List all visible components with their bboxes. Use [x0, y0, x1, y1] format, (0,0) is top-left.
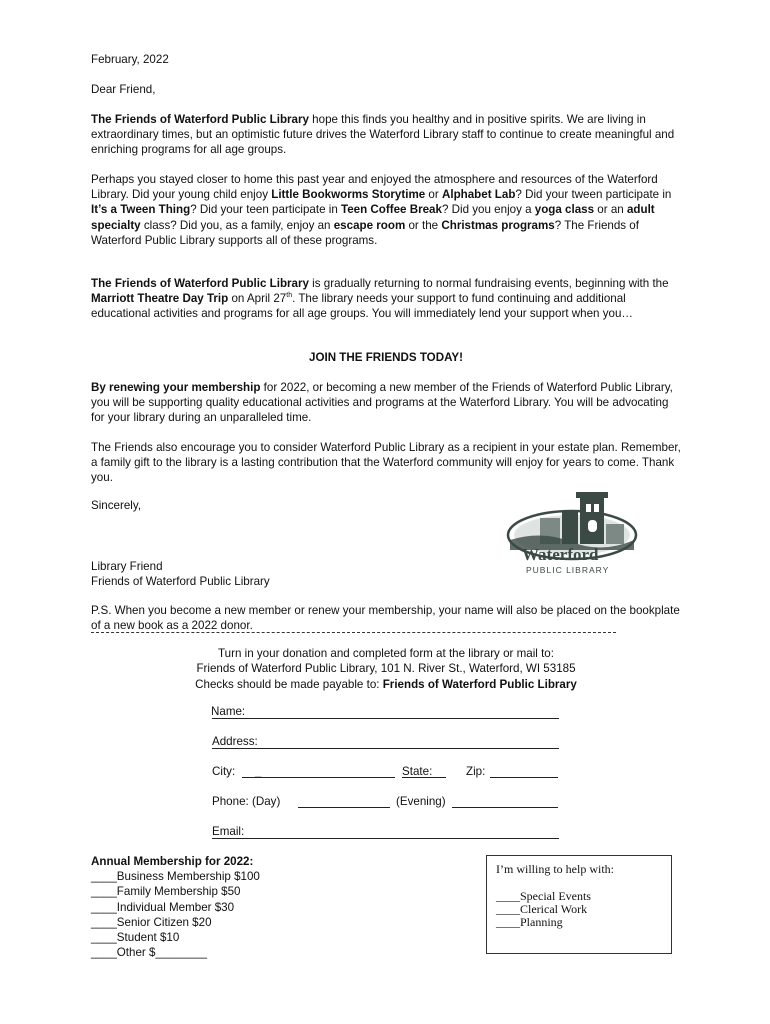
- city-mark: _: [255, 765, 262, 778]
- logo-subtitle: PUBLIC LIBRARY: [526, 565, 610, 575]
- closing: Sincerely,: [91, 499, 142, 512]
- volunteer-box: [486, 855, 672, 954]
- name-field[interactable]: [212, 704, 559, 719]
- mail-payable: Checks should be made payable to: Friends of Waterford Public Library: [195, 678, 577, 691]
- volunteer-option-planning[interactable]: ____Planning: [496, 915, 563, 929]
- paragraph-programs: Perhaps you stayed closer to home this past year and enjoyed the atmosphere and resources of the Waterford Library. Did your young child enjoy Little Bookworms Storytime or Alphabet Lab? Did your tween participate in It’s a Tween Thing? Did your teen participate in Teen Coffee Break? Did you enjoy a yoga class or an adult specialty class? Did you, as a family, enjoy an escape room or the Christmas programs? The Friends of Waterford Public Library supports all of these programs.: [91, 173, 672, 247]
- phone-evening-label: (Evening): [396, 795, 446, 808]
- mail-line-1: Turn in your donation and completed form at the library or mail to:: [218, 647, 554, 660]
- membership-option-business[interactable]: ____Business Membership $100: [91, 870, 260, 884]
- phone-day-label: Phone: (Day): [212, 795, 281, 808]
- org-name: The Friends of Waterford Public Library: [91, 113, 309, 126]
- postscript: P.S. When you become a new member or renew your membership, your name will also be placed on the bookplate of a new book as a 2022 donor.: [91, 604, 680, 633]
- volunteer-option-clerical-work[interactable]: ____Clerical Work: [496, 902, 588, 916]
- email-field[interactable]: [212, 824, 559, 839]
- signature-name: Library Friend: [91, 560, 163, 573]
- state-field[interactable]: [402, 777, 446, 778]
- address-field[interactable]: [212, 734, 559, 749]
- library-logo: [502, 490, 642, 580]
- join-heading: JOIN THE FRIENDS TODAY!: [309, 351, 463, 364]
- membership-option-other[interactable]: ____Other $________: [91, 946, 208, 960]
- cut-line: [91, 632, 616, 633]
- greeting: Dear Friend,: [91, 83, 156, 96]
- name-label: Name:: [211, 705, 246, 718]
- membership-option-student[interactable]: ____Student $10: [91, 931, 180, 945]
- mail-address: Friends of Waterford Public Library, 101 N. River St., Waterford, WI 53185: [196, 662, 576, 675]
- email-label: Email:: [212, 825, 245, 838]
- city-label: City:: [212, 765, 236, 778]
- logo-name: Waterford: [522, 545, 599, 564]
- membership-option-individual[interactable]: ____Individual Member $30: [91, 900, 235, 914]
- state-label: State:: [402, 765, 433, 778]
- membership-option-family[interactable]: ____Family Membership $50: [91, 885, 241, 899]
- membership-heading: Annual Membership for 2022:: [91, 855, 254, 868]
- paragraph-renew: By renewing your membership for 2022, or becoming a new member of the Friends of Waterford Public Library, you will be supporting quality educational activities and programs at the Waterford Library. You will be advocating for your library during an unparalleled time.: [91, 381, 673, 425]
- volunteer-option-special-events[interactable]: ____Special Events: [496, 889, 591, 903]
- signature: [91, 559, 270, 589]
- letter-date: February, 2022: [91, 53, 169, 66]
- paragraph-intro: The Friends of Waterford Public Library hope this finds you healthy and in positive spirits. We are living in extraordinary times, but an optimistic future drives the Waterford Library staff to continue to create meaningful and enriching programs for all age groups.: [91, 113, 675, 157]
- signature-org: Friends of Waterford Public Library: [91, 575, 270, 589]
- membership-option-senior[interactable]: ____Senior Citizen $20: [91, 915, 212, 929]
- paragraph-fundraising: The Friends of Waterford Public Library is gradually returning to normal fundraising events, beginning with the Marriott Theatre Day Trip on April 27th. The library needs your support to fund continuing and additional educational activities and programs for all age groups. You will immediately lend your support when you…: [91, 277, 669, 321]
- phone-day-field[interactable]: [298, 807, 390, 808]
- paragraph-estate: The Friends also encourage you to consider Waterford Public Library as a recipient in your estate plan. Remember, a family gift to the library is a lasting contribution that the Waterford community will enjoy for years to come. Thank you.: [91, 441, 681, 485]
- zip-field[interactable]: [490, 777, 558, 778]
- address-label: Address:: [212, 735, 258, 748]
- phone-row: [212, 794, 559, 808]
- volunteer-title: I’m willing to help with:: [496, 862, 614, 876]
- zip-label: Zip:: [466, 765, 486, 778]
- city-field[interactable]: [242, 777, 395, 778]
- membership-list: [91, 854, 260, 960]
- phone-evening-field[interactable]: [452, 807, 558, 808]
- city-state-zip-row: [212, 764, 559, 778]
